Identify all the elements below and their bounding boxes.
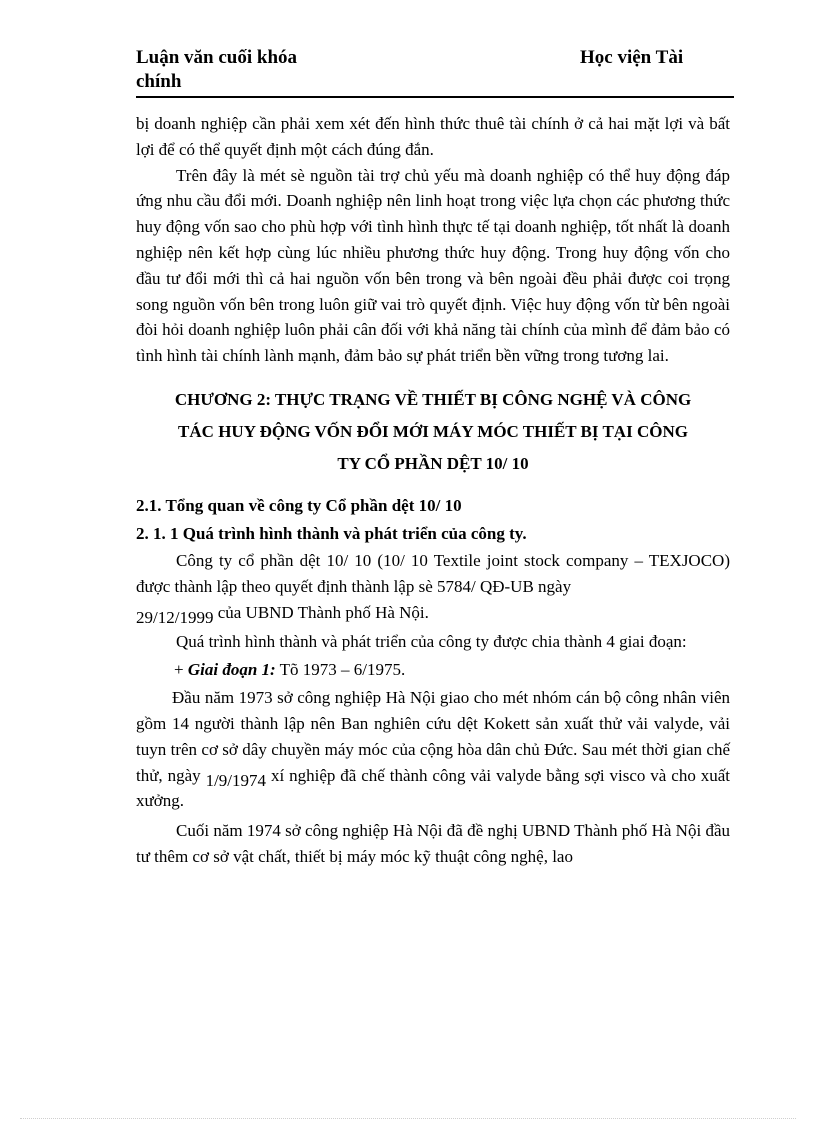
paragraph-stages-intro: Quá trình hình thành và phát triển của công ty được chia thành 4 giai đoạn: <box>176 632 687 652</box>
page-bottom-border <box>20 1118 796 1119</box>
stage-1-label: Giai đoạn 1: <box>187 660 276 680</box>
chapter-heading-line-1: CHƯƠNG 2: THỰC TRẠNG VỀ THIẾT BỊ CÔNG NGHỆ VÀ CÔNG <box>174 389 692 409</box>
paragraph-continued: bị doanh nghiệp cần phải xem xét đến hình thức thuê tài chính ở cả hai mặt lợi và bất lợi để có thể quyết định một cách đúng đắn. <box>136 114 730 159</box>
stage-1-line <box>136 655 730 685</box>
founding-date: 29/12/1999 <box>136 607 214 627</box>
stage-1-range: Tõ 1973 – 6/1975. <box>279 660 406 680</box>
founding-text-end: của UBND Thành phố Hà Nội. <box>217 602 429 622</box>
page-header <box>136 46 734 96</box>
section-heading-2-1: 2.1. Tổng quan về công ty Cổ phần dệt 10/ 10 <box>136 495 462 515</box>
founding-text: Công ty cổ phần dệt 10/ 10 (10/ 10 Textile joint stock company – TEXJOCO) được thành lập theo quyết định thành lập sè 5784/ QĐ-UB ngày <box>136 550 730 596</box>
header-left-title: Luận văn cuối khóa chính <box>136 47 298 92</box>
header-divider <box>136 96 734 98</box>
header-right-title: Học viện Tài <box>580 47 684 68</box>
paragraph-late-1974: Cuối năm 1974 sở công nghiệp Hà Nội đã đề nghị UBND Thành phố Hà Nội đầu tư thêm cơ sở vật chất, thiết bị máy móc kỹ thuật công nghệ, lao <box>136 821 730 866</box>
stage-1-date: 1/9/1974 <box>205 770 267 790</box>
document-body <box>136 111 730 870</box>
paragraph-funding-summary: Trên đây là mét sè nguồn tài trợ chủ yếu mà doanh nghiệp có thể huy động đáp ứng nhu cầu đổi mới. Doanh nghiệp nên linh hoạt trong việc lựa chọn các phương thức huy động vốn sao cho phù hợp với tình hình thực tế tại doanh nghiệp, tốt nhất là doanh nghiệp nên kết hợp cùng lúc nhiều phương thức huy động. Trong huy động vốn cho đầu tư đổi mới thì cả hai nguồn vốn bên trong và bên ngoài đều phải được coi trọng song nguồn vốn bên trong luôn giữ vai trò quyết định. Việc huy động vốn từ bên ngoài đòi hỏi doanh nghiệp luôn phải cân đối với khả năng tài chính của mình để đảm bảo có tình hình tài chính lành mạnh, đảm bảo sự phát triển bền vững trong tương lai. <box>136 165 730 366</box>
paragraph-company-founding <box>136 548 730 625</box>
chapter-heading-line-2: TÁC HUY ĐỘNG VỐN ĐỔI MỚI MÁY MÓC THIẾT BỊ TẠI CÔNG <box>178 421 688 441</box>
section-heading-2-1-1: 2. 1. 1 Quá trình hình thành và phát triển của công ty. <box>136 523 527 543</box>
chapter-heading-line-3: TY CỔ PHẦN DỆT 10/ 10 <box>337 453 529 473</box>
stage-1-detail-text: Đầu năm 1973 sở công nghiệp Hà Nội giao cho mét nhóm cán bộ công nhân viên gồm 14 người thành lập nên Ban nghiên cứu dệt Kokett sản xuất thử vải valyde, vải tuyn trên cơ sở dây chuyền máy móc của cộng hòa dân chủ Đức. Sau mét thời gian chế thử, ngày <box>136 688 730 785</box>
chapter-heading <box>136 384 730 480</box>
paragraph-stage-1-detail <box>136 685 730 814</box>
stage-prefix: + <box>174 660 184 680</box>
stage-1-detail-end: xí nghiệp đã chế thành công vải valyde bằng sợi visco và cho xuất xưởng. <box>136 765 731 811</box>
